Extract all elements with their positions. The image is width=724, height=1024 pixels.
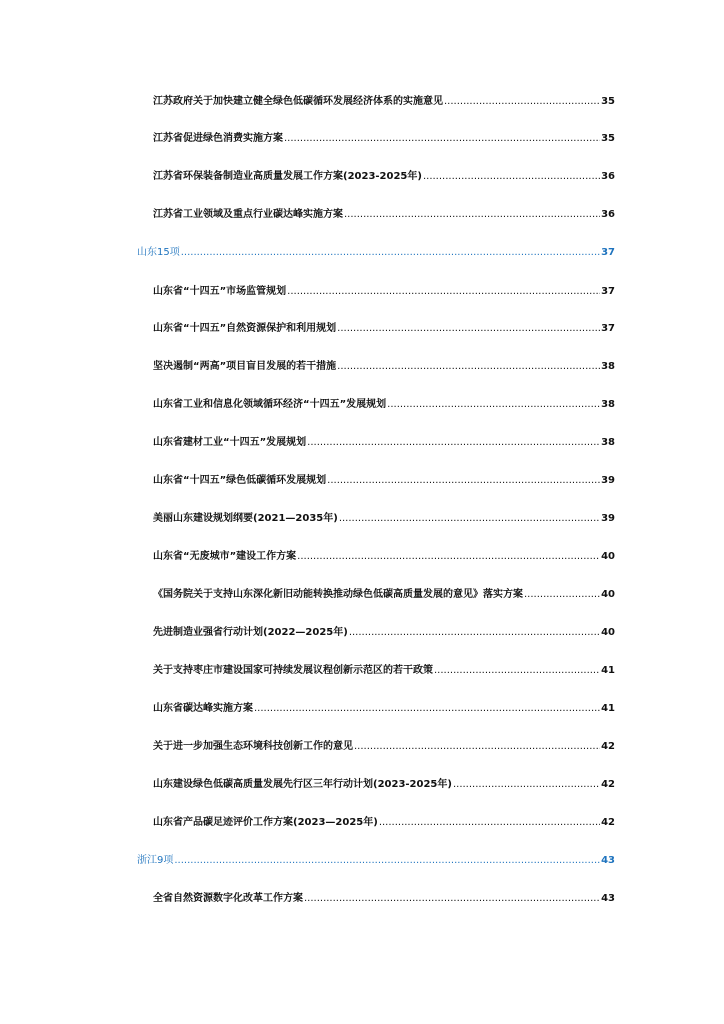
toc-entry-page: 39 bbox=[601, 513, 615, 524]
toc-entry-title: 坚决遏制“两高”项目盲目发展的若干措施 bbox=[153, 361, 337, 372]
toc-entry-page: 40 bbox=[601, 551, 615, 562]
toc-leader bbox=[254, 701, 600, 717]
toc-entry-page: 43 bbox=[601, 893, 615, 904]
toc-entry-title: 江苏省促进绿色消费实施方案 bbox=[153, 133, 283, 144]
toc-entry-title: 山东省碳达峰实施方案 bbox=[153, 703, 253, 714]
toc-leader bbox=[339, 511, 600, 527]
toc-leader bbox=[304, 891, 600, 907]
toc-entry-page: 37 bbox=[601, 286, 615, 297]
toc-entry[interactable] bbox=[153, 701, 615, 717]
toc-entry-page: 38 bbox=[601, 361, 615, 372]
toc-entry-title: 山东省工业和信息化领域循环经济“十四五”发展规划 bbox=[153, 399, 387, 410]
toc-entry[interactable] bbox=[153, 511, 615, 527]
toc-entry-page: 37 bbox=[601, 323, 615, 334]
toc-entry-title: 先进制造业强省行动计划(2022—2025年) bbox=[153, 627, 348, 638]
toc-entry-page: 41 bbox=[601, 703, 615, 714]
toc-leader bbox=[337, 359, 600, 375]
toc-entry[interactable] bbox=[153, 663, 615, 679]
toc-entry-title: 山东省“十四五”绿色低碳循环发展规划 bbox=[153, 475, 327, 486]
toc-leader bbox=[284, 131, 600, 147]
toc-entry-title: 山东省产品碳足迹评价工作方案(2023—2025年) bbox=[153, 817, 378, 828]
toc-entry-page: 35 bbox=[601, 96, 615, 107]
toc-entry-title: 山东省“无废城市”建设工作方案 bbox=[153, 551, 297, 562]
toc-entry[interactable] bbox=[153, 587, 615, 603]
toc-entry-page: 42 bbox=[601, 779, 615, 790]
toc-entry-page: 36 bbox=[601, 171, 615, 182]
toc-entry-title: 《国务院关于支持山东深化新旧动能转换推动绿色低碳高质量发展的意见》落实方案 bbox=[153, 589, 523, 600]
toc-leader bbox=[354, 739, 600, 755]
toc-entry-page: 35 bbox=[601, 133, 615, 144]
toc-leader bbox=[327, 473, 600, 489]
toc-leader bbox=[174, 853, 600, 869]
toc-entry-title: 山东建设绿色低碳高质量发展先行区三年行动计划(2023-2025年) bbox=[153, 779, 452, 790]
toc-entry-title: 江苏省工业领域及重点行业碳达峰实施方案 bbox=[153, 209, 343, 220]
toc-leader bbox=[349, 625, 600, 641]
toc-section-heading[interactable] bbox=[137, 245, 615, 261]
toc-leader bbox=[434, 663, 600, 679]
toc-leader bbox=[423, 169, 600, 185]
toc-entry-page: 40 bbox=[601, 589, 615, 600]
toc-entry-title: 山东省“十四五”自然资源保护和利用规划 bbox=[153, 323, 337, 334]
toc-entry[interactable] bbox=[153, 94, 615, 110]
toc-leader bbox=[453, 777, 600, 793]
toc-entry-title: 全省自然资源数字化改革工作方案 bbox=[153, 893, 303, 904]
toc-leader bbox=[287, 284, 600, 300]
toc-entry[interactable] bbox=[153, 131, 615, 147]
toc-leader bbox=[181, 245, 600, 261]
toc-entry-title: 关于支持枣庄市建设国家可持续发展议程创新示范区的若干政策 bbox=[153, 665, 433, 676]
toc-entry[interactable] bbox=[153, 625, 615, 641]
toc-leader bbox=[307, 435, 600, 451]
toc-section-page: 37 bbox=[601, 247, 615, 258]
toc-entry-title: 山东省“十四五”市场监管规划 bbox=[153, 286, 287, 297]
toc-entry[interactable] bbox=[153, 435, 615, 451]
toc-leader bbox=[524, 587, 600, 603]
toc-section-heading[interactable] bbox=[137, 853, 615, 869]
toc-leader bbox=[344, 207, 600, 223]
toc-entry[interactable] bbox=[153, 207, 615, 223]
toc-entry-page: 38 bbox=[601, 437, 615, 448]
toc-entry[interactable] bbox=[153, 815, 615, 831]
toc-entry-title: 美丽山东建设规划纲要(2021—2035年) bbox=[153, 513, 338, 524]
toc-entry[interactable] bbox=[153, 284, 615, 300]
toc-entry[interactable] bbox=[153, 473, 615, 489]
toc-entry-page: 42 bbox=[601, 741, 615, 752]
toc-entry-title: 江苏政府关于加快建立健全绿色低碳循环发展经济体系的实施意见 bbox=[153, 96, 443, 107]
toc-entry[interactable] bbox=[153, 321, 615, 337]
toc-entry[interactable] bbox=[153, 777, 615, 793]
toc-entry[interactable] bbox=[153, 359, 615, 375]
toc-leader bbox=[379, 815, 600, 831]
toc-entry[interactable] bbox=[153, 549, 615, 565]
toc-entry-page: 40 bbox=[601, 627, 615, 638]
toc-entry-page: 36 bbox=[601, 209, 615, 220]
toc-entry-page: 38 bbox=[601, 399, 615, 410]
toc-leader bbox=[387, 397, 600, 413]
toc-section-title: 山东15项 bbox=[137, 247, 180, 258]
toc-entry[interactable] bbox=[153, 169, 615, 185]
toc-section-title: 浙江9项 bbox=[137, 855, 174, 866]
toc-section-page: 43 bbox=[601, 855, 615, 866]
toc-leader bbox=[337, 321, 600, 337]
toc-entry-title: 江苏省环保装备制造业高质量发展工作方案(2023-2025年) bbox=[153, 171, 422, 182]
toc-entry-page: 41 bbox=[601, 665, 615, 676]
toc-entry-title: 关于进一步加强生态环境科技创新工作的意见 bbox=[153, 741, 353, 752]
toc-leader bbox=[297, 549, 600, 565]
toc-entry-page: 39 bbox=[601, 475, 615, 486]
toc-entry-title: 山东省建材工业“十四五”发展规划 bbox=[153, 437, 307, 448]
toc-entry[interactable] bbox=[153, 397, 615, 413]
toc-entry[interactable] bbox=[153, 891, 615, 907]
toc-entry-page: 42 bbox=[601, 817, 615, 828]
toc-leader bbox=[444, 94, 600, 110]
toc-entry[interactable] bbox=[153, 739, 615, 755]
